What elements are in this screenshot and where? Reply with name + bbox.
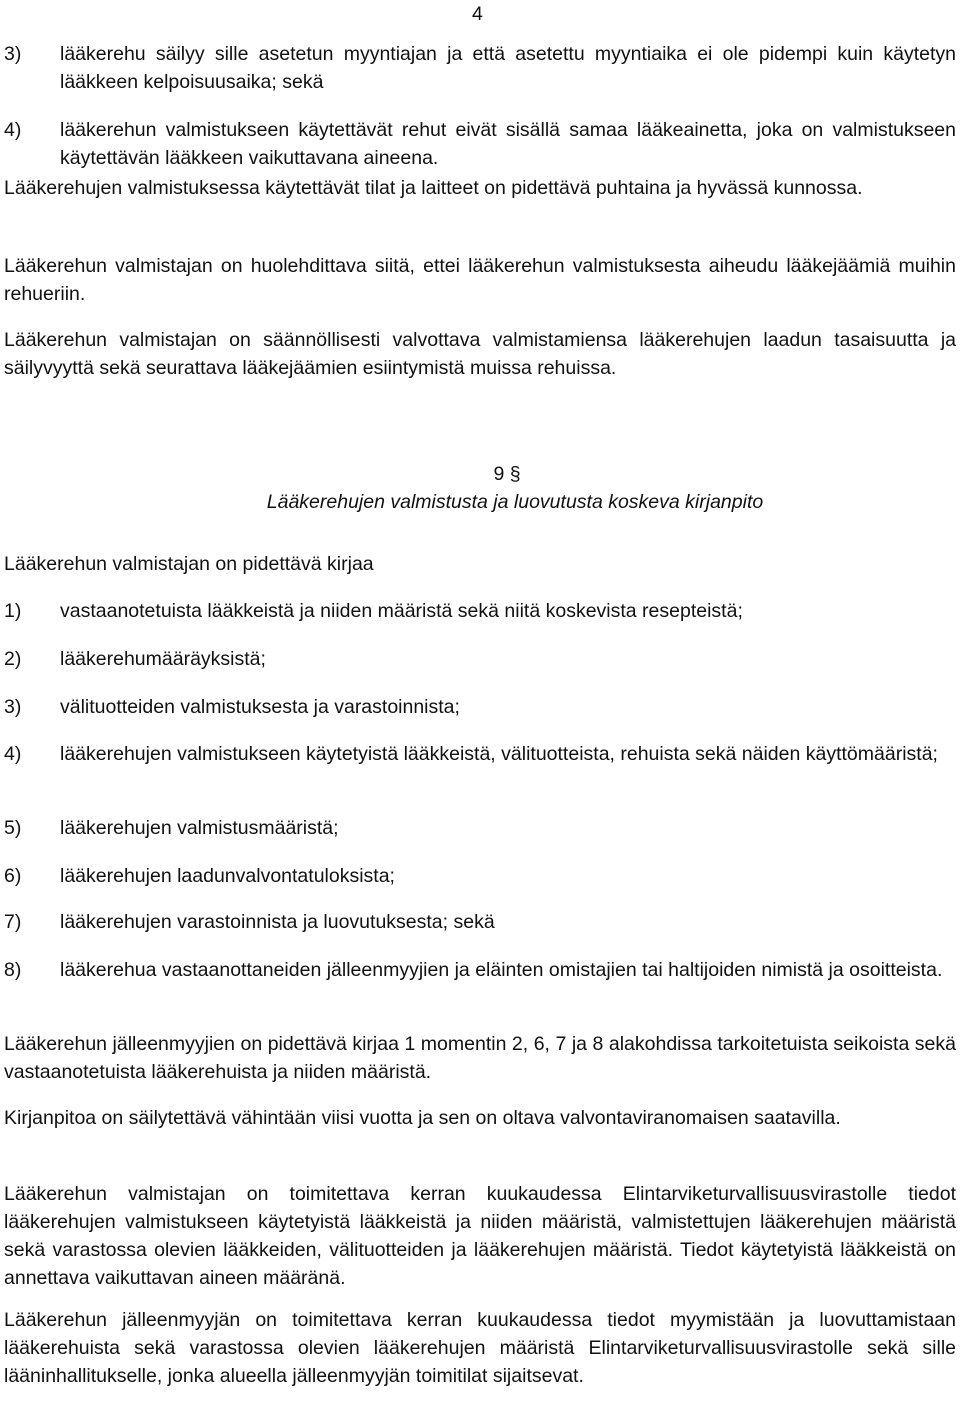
list-item-number: 8) <box>4 959 22 981</box>
list-item-text: välituotteiden valmistuksesta ja varastoinnista; <box>60 696 460 718</box>
list-item-number: 4) <box>4 119 22 141</box>
list-item-number: 3) <box>4 696 22 718</box>
paragraph: Lääkerehun valmistajan on huolehdittava siitä, ettei lääkerehun valmistuksesta aiheudu lääkejäämiä muihin rehueriin. <box>4 255 956 305</box>
list-item-number: 7) <box>4 911 22 933</box>
list-item-text: lääkerehumääräyksistä; <box>60 648 266 670</box>
list-item-text: lääkerehujen laadunvalvontatuloksista; <box>60 865 395 887</box>
list-item-text: lääkerehun valmistukseen käytettävät rehut eivät sisällä samaa lääkeainetta, joka on valmistukseen käytettävän lääkkeen vaikuttavana aineena. <box>60 119 956 169</box>
list-item-text: lääkerehu säilyy sille asetetun myyntiajan ja että asetettu myyntiaika ei ole pidempi kuin käytetyn lääkkeen kelpoisuusaika; sekä <box>60 43 956 93</box>
list-item-number: 3) <box>4 43 22 65</box>
list-item-number: 6) <box>4 865 22 887</box>
list-item-number: 1) <box>4 600 22 622</box>
paragraph: Lääkerehun valmistajan on toimitettava kerran kuukaudessa Elintarviketurvallisuusvirastolle tiedot lääkerehujen valmistukseen käytetyistä lääkkeistä ja niiden määristä, valmistettujen lääkerehujen määristä sekä varastossa olevien lääkkeiden, välituotteiden ja lääkerehujen määristä. Tiedot käytetyistä lääkkeistä on annettava vaikuttavan aineen määränä. <box>4 1183 956 1289</box>
paragraph: Kirjanpitoa on säilytettävä vähintään viisi vuotta ja sen on oltava valvontaviranomaisen saatavilla. <box>4 1107 841 1129</box>
section-intro: Lääkerehun valmistajan on pidettävä kirjaa <box>4 553 374 575</box>
paragraph: Lääkerehun jälleenmyyjän on toimitettava kerran kuukaudessa tiedot myymistään ja luovuttamistaan lääkerehuista sekä varastossa olevien lääkerehujen määristä Elintarviketurvallisuusvirastolle sekä sille lääninhallitukselle, jonka alueella jälleenmyyjän toimitilat sijaitsevat. <box>4 1309 956 1387</box>
section-title: Lääkerehujen valmistusta ja luovutusta koskeva kirjanpito <box>266 491 764 513</box>
paragraph: Lääkerehujen valmistuksessa käytettävät tilat ja laitteet on pidettävä puhtaina ja hyvässä kunnossa. <box>4 177 863 199</box>
list-item-number: 5) <box>4 817 22 839</box>
list-item-text: lääkerehujen varastoinnista ja luovutuksesta; sekä <box>60 911 495 933</box>
list-item-number: 4) <box>4 743 22 765</box>
list-item-text: lääkerehujen valmistukseen käytetyistä lääkkeistä, välituotteista, rehuista sekä näiden käyttömääristä; <box>60 743 938 765</box>
paragraph: Lääkerehun valmistajan on säännöllisesti valvottava valmistamiensa lääkerehujen laadun tasaisuutta ja säilyvyyttä sekä seurattava lääkejäämien esiintymistä muissa rehuissa. <box>4 329 956 379</box>
paragraph: Lääkerehun jälleenmyyjien on pidettävä kirjaa 1 momentin 2, 6, 7 ja 8 alakohdissa tarkoitetuista seikoista sekä vastaanotetuista lääkerehuista ja niiden määristä. <box>4 1033 956 1083</box>
page-number: 4 <box>472 3 483 25</box>
section-number: 9 § <box>493 463 521 485</box>
list-item-number: 2) <box>4 648 22 670</box>
list-item-text: vastaanotetuista lääkkeistä ja niiden määristä sekä niitä koskevista resepteistä; <box>60 600 743 622</box>
list-item-text: lääkerehua vastaanottaneiden jälleenmyyjien ja eläinten omistajien tai haltijoiden nimistä ja osoitteista. <box>60 959 943 981</box>
list-item-text: lääkerehujen valmistusmääristä; <box>60 817 339 839</box>
